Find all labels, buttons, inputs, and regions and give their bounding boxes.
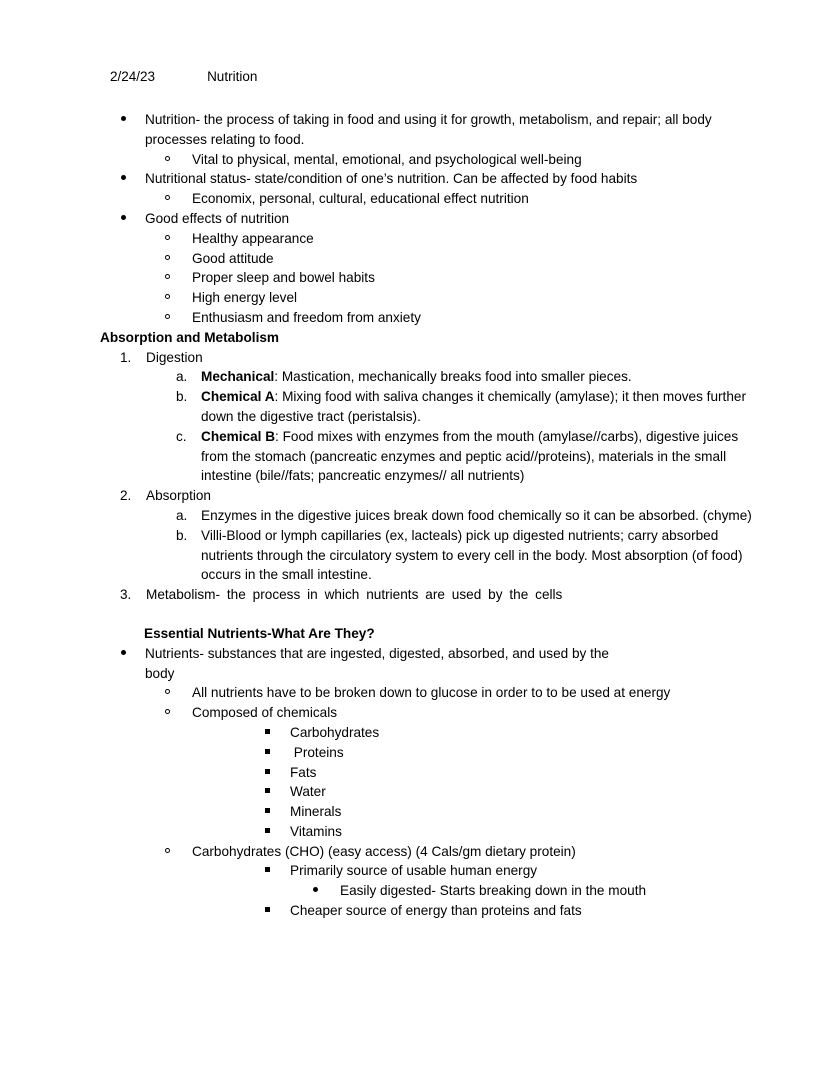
square-bullet-icon xyxy=(265,901,290,921)
list-item-text: Good effects of nutrition xyxy=(145,210,290,226)
list-item xyxy=(0,506,828,526)
list-item-text: Composed of chemicals xyxy=(192,705,338,721)
list-item-text: Easily digested- Starts breaking down in the mouth xyxy=(340,883,647,899)
disc-bullet-icon xyxy=(313,881,340,901)
section-spacer xyxy=(0,605,828,624)
list-item-text: Proteins xyxy=(290,744,344,760)
circle-bullet-icon xyxy=(165,229,192,249)
list-item-body: : Mixing food with saliva changes it chemically (amylase); it then moves further down the digestive tract (peristalsis). xyxy=(201,389,746,424)
list-item xyxy=(0,822,828,842)
list-item xyxy=(0,782,828,802)
list-letter: b. xyxy=(176,527,188,543)
list-item xyxy=(0,842,828,862)
list-item xyxy=(0,901,828,921)
list-item xyxy=(0,526,828,585)
circle-bullet-icon xyxy=(165,249,192,269)
list-item xyxy=(0,268,828,288)
list-item xyxy=(0,683,828,703)
list-item-text: Metabolism- the process in which nutrients are used by the cells xyxy=(146,587,563,603)
header-subject: Nutrition xyxy=(207,69,258,84)
square-bullet-icon xyxy=(265,822,290,842)
list-item-text: Enthusiasm and freedom from anxiety xyxy=(192,309,421,325)
list-item xyxy=(0,743,828,763)
list-item xyxy=(0,367,828,387)
list-item-text: Nutritional status- state/condition of one’s nutrition. Can be affected by food habits xyxy=(145,171,638,187)
list-letter: a. xyxy=(176,369,188,385)
list-item xyxy=(0,703,828,723)
document-header xyxy=(95,48,257,105)
section-heading-absorption: Absorption and Metabolism xyxy=(100,329,279,345)
list-item xyxy=(0,249,828,269)
absorption-numbered-list xyxy=(0,348,828,605)
circle-bullet-icon xyxy=(165,189,192,209)
list-item-text: Cheaper source of energy than proteins and fats xyxy=(290,903,582,919)
document-body xyxy=(0,110,828,921)
list-item xyxy=(0,229,828,249)
list-item-text: Vitamins xyxy=(290,823,342,839)
list-item-text: High energy level xyxy=(192,290,298,306)
disc-bullet-icon xyxy=(121,209,145,229)
list-item-text: Economix, personal, cultural, educational effect nutrition xyxy=(192,191,529,207)
list-item-text: Nutrients- substances that are ingested, digested, absorbed, and used by the body xyxy=(145,645,609,681)
list-item xyxy=(0,189,828,209)
list-item-text: Carbohydrates (CHO) (easy access) (4 Cals/gm dietary protein) xyxy=(192,843,576,859)
list-item-text xyxy=(201,387,774,427)
list-item xyxy=(0,644,828,684)
list-item xyxy=(0,585,828,605)
nutrients-list xyxy=(0,644,828,921)
list-item xyxy=(0,763,828,783)
list-item-text: Proper sleep and bowel habits xyxy=(192,270,375,286)
list-item xyxy=(0,723,828,743)
list-item xyxy=(0,387,828,427)
intro-list xyxy=(0,110,828,328)
list-number: 1. xyxy=(120,349,132,365)
list-item-body: : Mastication, mechanically breaks food into smaller pieces. xyxy=(274,369,632,385)
circle-bullet-icon xyxy=(165,703,192,723)
disc-bullet-icon xyxy=(121,169,145,189)
list-item-text: Villi-Blood or lymph capillaries (ex, lacteals) pick up digested nutrients; carry absorbed nutrients through the circulatory system to every cell in the body. Most absorption (of food) occurs in the small intestine. xyxy=(201,527,743,583)
circle-bullet-icon xyxy=(165,842,192,862)
disc-bullet-icon xyxy=(121,644,145,664)
list-item xyxy=(0,308,828,328)
list-item-text: Enzymes in the digestive juices break down food chemically so it can be absorbed. (chyme) xyxy=(201,507,752,523)
disc-bullet-icon xyxy=(121,110,145,130)
circle-bullet-icon xyxy=(165,288,192,308)
list-item-text: Absorption xyxy=(146,488,211,504)
list-item-text xyxy=(201,367,774,387)
list-item xyxy=(0,486,828,506)
circle-bullet-icon xyxy=(165,150,192,170)
list-item-lead: Chemical A xyxy=(201,389,275,405)
list-item-lead: Chemical B xyxy=(201,428,276,444)
list-item xyxy=(0,881,828,901)
square-bullet-icon xyxy=(265,802,290,822)
circle-bullet-icon xyxy=(165,268,192,288)
circle-bullet-icon xyxy=(165,683,192,703)
list-item-text: Primarily source of usable human energy xyxy=(290,863,538,879)
list-item xyxy=(0,150,828,170)
list-item xyxy=(0,802,828,822)
list-item xyxy=(0,348,828,368)
list-letter: c. xyxy=(176,428,187,444)
list-item-text: Nutrition- the process of taking in food and using it for growth, metabolism, and repair; all body processes relating to food. xyxy=(145,112,712,147)
list-item-text: Vital to physical, mental, emotional, and psychological well-being xyxy=(192,151,582,167)
list-item-text: Water xyxy=(290,784,326,800)
circle-bullet-icon xyxy=(165,308,192,328)
list-number: 3. xyxy=(120,587,132,603)
list-item xyxy=(0,209,828,229)
square-bullet-icon xyxy=(265,743,290,763)
list-item-text: Fats xyxy=(290,764,317,780)
list-letter: b. xyxy=(176,389,188,405)
list-item xyxy=(0,110,828,150)
list-item-text: All nutrients have to be broken down to glucose in order to to be used at energy xyxy=(192,685,671,701)
list-item xyxy=(0,169,828,189)
list-item-body: : Food mixes with enzymes from the mouth (amylase//carbs), digestive juices from the stomach (pancreatic enzymes and peptic acid//proteins), materials in the small intestine (bile//fats; pancreatic enzymes// all nutrients) xyxy=(201,428,739,484)
list-number: 2. xyxy=(120,488,132,504)
square-bullet-icon xyxy=(265,861,290,881)
list-item-text: Minerals xyxy=(290,804,342,820)
square-bullet-icon xyxy=(265,782,290,802)
list-item-lead: Mechanical xyxy=(201,369,275,385)
square-bullet-icon xyxy=(265,723,290,743)
list-item-text: Digestion xyxy=(146,349,203,365)
list-item xyxy=(0,288,828,308)
section-heading-essential-nutrients: Essential Nutrients-What Are They? xyxy=(144,625,375,641)
list-item xyxy=(0,861,828,881)
list-letter: a. xyxy=(176,507,188,523)
list-item-text xyxy=(201,427,774,486)
list-item-text: Healthy appearance xyxy=(192,230,314,246)
list-item-text: Good attitude xyxy=(192,250,274,266)
header-date: 2/24/23 xyxy=(110,69,156,84)
list-item xyxy=(0,427,828,486)
square-bullet-icon xyxy=(265,763,290,783)
list-item-text: Carbohydrates xyxy=(290,724,380,740)
